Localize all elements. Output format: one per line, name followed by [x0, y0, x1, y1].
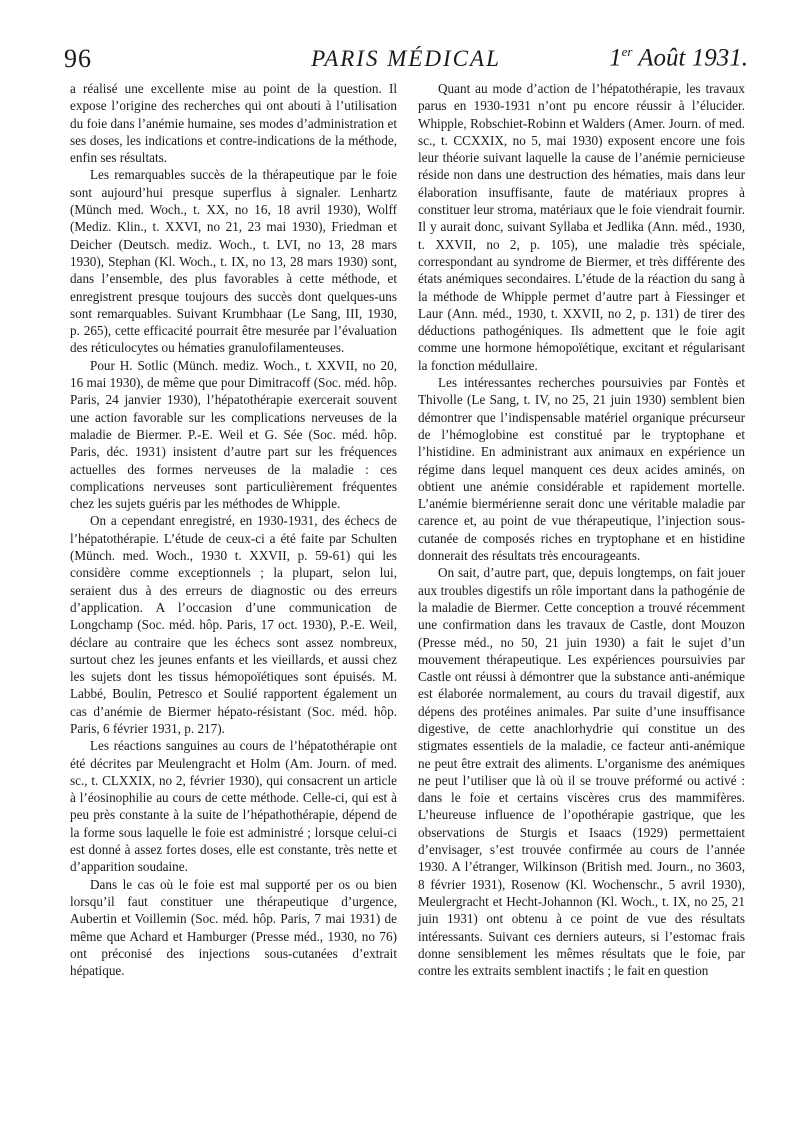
paragraph: On sait, d’autre part, que, depuis longtemps, on fait jouer aux troubles digestifs un rôle important dans la pathogénie de la maladie de Biermer. Cette conception a trouvé récemment une confirmation dans les travaux de Castle, dont Mouzon (Presse méd., no 50, 21 juin 1930) a fait le sujet d’un mouvement thérapeutique. Les expériences poursuivies par Castle ont réussi à démontrer que la substance anti-anémique est élaborée normalement, au cours du travail digestif, aux dépens des protéines animales. Par suite d’une insuffisance digestive, de cette anachlorhydrie qui constitue un des stigmates essentiels de la maladie, ce facteur anti-anémique ne peut être extrait des aliments. L’organisme des anémiques ne peut l’utiliser que là où il se trouve préformé ou activé : dans le foie et certains viscères crus des mammifères. L’heureuse influence de l’opothérapie gastrique, que les observations de Sturgis et Isaacs (1929) permettaient d’envisager, s’est trouvée confirmée au cours de l’année 1930. A l’étranger, Wilkinson (British med. Journ., no 3603, 8 février 1931), Rosenow (Kl. Wochenschr., 5 avril 1930), Meulergracht et Hecht-Johannon (Kl. Woch., t. IX, no 25, 21 juin 1931) ont obtenu à ce point de vue des résultats intéressants. Suivant ces derniers auteurs, si l’estomac frais donne sensiblement les mêmes résultats que le foie, par contre les extraits semblent inactifs ; le fait en question [418, 565, 745, 979]
paragraph: Pour H. Sotlic (Münch. mediz. Woch., t. XXVII, no 20, 16 mai 1930), de même que pour Dimitracoff (Soc. méd. hôp. Paris, 24 janvier 1930), l’hépatothérapie exercerait souvent une action favorable sur les complications nerveuses de la maladie de Biermer. P.-E. Weil et G. Sée (Soc. méd. hôp. Paris, déc. 1931) insistent d’autre part sur les fréquences actuelles des formes nerveuses de la maladie : ces complications nerveuses sont particulièrement fréquentes chez les sujets guéris par les méthodes de Whipple. [70, 357, 397, 512]
issue-date [609, 44, 748, 72]
paragraph: Les réactions sanguines au cours de l’hépatothérapie ont été décrites par Meulengracht et Holm (Am. Journ. of med. sc., t. CLXXIX, no 2, février 1930), qui consacrent un article à l’éosinophilie au cours de cette méthode. Celle-ci, qui est à peu près constante à la suite de l’hépathothérapie, dépend de la forme sous laquelle le foie est administré ; lorsque celui-ci est donné à assez fortes doses, elle est constante, très nette et d’apparition soudaine. [70, 738, 397, 875]
journal-title: PARIS MÉDICAL [311, 46, 501, 71]
paragraph: Les intéressantes recherches poursuivies par Fontès et Thivolle (Le Sang, t. IV, no 25, 21 juin 1930) semblent bien démontrer que l’indispensable matériel organique précurseur de l’hémoglobine est constitué par le tryptophane et l’histidine. En administrant aux animaux en expérience un régime dans lequel manquent ces deux acides aminés, on obtient une anémie considérable et rapidement mortelle. L’anémie biermérienne serait donc une véritable maladie par carence et, au point de vue thérapeutique, l’injection sous-cutanée de composés riches en tryptophane et en histidine donnerait des résultats très encourageants. [418, 375, 745, 564]
issue-date-rest: Août 1931. [632, 44, 748, 72]
issue-date-suffix: er [621, 44, 633, 59]
paragraph: Les remarquables succès de la thérapeutique par le foie sont aujourd’hui presque superflus à signaler. Lenhartz (Münch med. Woch., t. XX, no 16, 18 avril 1930), Wolff (Mediz. Klin., t. XXVI, no 21, 23 mai 1930), Friedman et Deicher (Deutsch. mediz. Woch., t. LVI, no 13, 28 mars 1930), Stephan (Kl. Woch., t. IX, no 13, 28 mars 1930) sont, dans l’ensemble, des plus favorables à cette méthode, et enregistrent presque toujours des succès dont quelques-uns sont remarquables. Suivant Krumbhaar (Le Sang, III, 1930, p. 265), cette efficacité pourrait être mesurée par l’évaluation des réticulocytes ou hématies granulofilamenteuses. [70, 167, 397, 356]
paragraph: a réalisé une excellente mise au point de la question. Il expose l’origine des recherches qui ont abouti à l’utilisation du foie dans l’anémie humaine, ses modes d’administration et ses doses, les indications et contre-indications de la méthode, enfin ses résultats. [70, 81, 397, 166]
left-column [70, 80, 397, 979]
page-header [64, 44, 748, 78]
right-column [418, 80, 745, 979]
paragraph: Dans le cas où le foie est mal supporté per os ou bien lorsqu’il faut constituer une thérapeutique d’urgence, Aubertin et Voillemin (Soc. méd. hôp. Paris, 7 mai 1931) de même que Achard et Hamburger (Presse méd., 1930, no 76) ont préconisé des injections sous-cutanées d’extrait hépatique. [70, 876, 397, 979]
paragraph: Quant au mode d’action de l’hépatothérapie, les travaux parus en 1930-1931 n’ont pu encore réussir à l’élucider. Whipple, Robschiet-Robinn et Walders (Amer. Journ. of med. sc., t. CCXXIX, no 5, mai 1930) exposent encore une fois leur théorie suivant laquelle la cause de l’anémie pernicieuse réside non dans une destruction des hématies, mais dans leur élaboration insuffisante, faute de matériaux propres à constituer leur stroma, matériaux que le foie viendrait fournir. Il y aurait donc, suivant Syllaba et Jedlika (Ann. méd., 1930, t. XXVII, no 2, p. 105), une maladie très spéciale, correspondant au syndrome de Biermer, et très différente des états anémiques secondaires. L’étude de la réaction du sang à la méthode de Whipple permet d’autre part à Fiessinger et Laur (Ann. méd., 1930, t. XXVII, no 2, p. 131) de tirer des déductions pathogéniques. Ils admettent que le foie agit comme une hormone hémopoïétique, excitant et régularisant la fonction médullaire. [418, 81, 745, 373]
issue-date-day: 1 [609, 44, 622, 72]
paragraph: On a cependant enregistré, en 1930-1931, des échecs de l’hépatothérapie. L’étude de ceux-ci a été faite par Schulten (Münch. med. Woch., 1930 t. XXVII, p. 59-61) qui les considère comme exceptionnels ; la plupart, selon lui, seraient dus à des erreurs de diagnostic ou des erreurs d’application. A l’occasion d’une communication de Longchamp (Soc. méd. hôp. Paris, 17 oct. 1930), P.-E. Weil, déclare au contraire que les échecs sont assez nombreux, surtout chez les jeunes enfants et les vieillards, et aussi chez les sujets dont les tissus hémopoïétiques sont épuisés. M. Labbé, Boulin, Petresco et Soulié rapportent également un cas d’anémie de Biermer hépato-résistant (Soc. méd. hôp. Paris, 6 février 1931, p. 217). [70, 513, 397, 736]
page-number: 96 [64, 44, 92, 73]
